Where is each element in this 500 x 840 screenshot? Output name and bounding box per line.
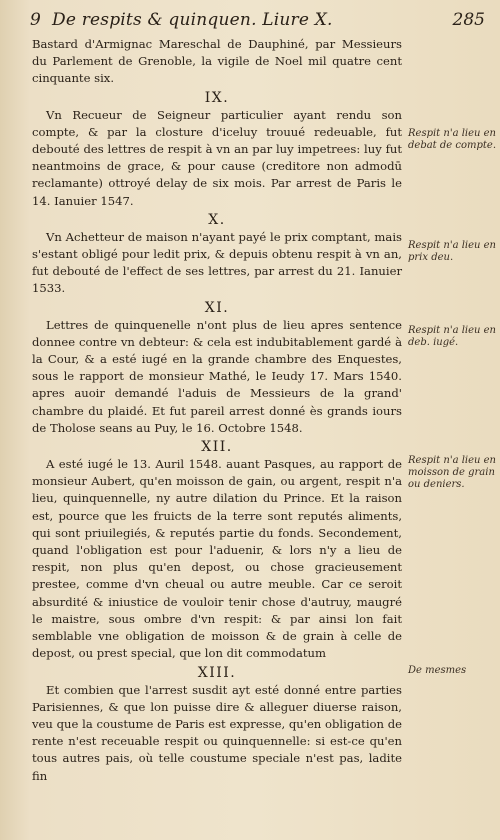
signature-mark: 9 [30, 10, 41, 30]
page-number: 285 [452, 10, 485, 30]
section-text: A esté iugé le 13. Auril 1548. auant Pasques, au rapport de monsieur Aubert, qu'en moisson de gain, ou argent, respit n'a lieu, quinquennelle, ny autre dilation du Prince. Et la raison est, pource que les fruicts de la terre sont reputés aliments, qui sont priuilegiés, & reputés partie du fonds. Secondement, quand l'obligation est pour l'aduenir, & lors n'y a lieu de respit, non plus qu'en depost, ou chose gracieusement prestee, comme d'vn cheual ou autre meuble. Car ce seroit absurdité & iniustice de vouloir tenir chose d'autruy, maugré le maistre, sous ombre d'vn respit: & par ainsi lon fait semblable vne obligation de moisson & de grain à celle de depost, ou prest special, que lon dit commodatum [32, 457, 402, 661]
section-numeral: X. [208, 211, 226, 228]
section-text: Vn Recueur de Seigneur particulier ayant rendu son compte, & par la closture d'iceluy trouué redeuable, fut debouté des lettres de respit à vn an par luy impetrees: luy fut neantmoins de grace, & pour cause (creditore non admodū reclamante) ottroyé delay de six mois. Par arrest de Paris le 14. Ianuier 1547. [32, 107, 402, 208]
section-numeral: IX. [204, 89, 230, 106]
section-numeral: XIII. [197, 664, 237, 681]
margin-note: Respit n'a lieu en deb. iugé. [408, 325, 496, 348]
page-body [32, 36, 402, 785]
margin-note: Respit n'a lieu en moisson de grain ou deniers. [408, 455, 496, 490]
section-text: Et combien que l'arrest susdit ayt esté donné entre parties Parisiennes, & que lon puisse dire & alleguer diuerse raison, veu que la coustume de Paris est expresse, qu'en obligation de rente n'est receuable respit ou quinquennelle: si est-ce qu'en tous autres pais, où telle coustume speciale n'est pas, ladite fin [32, 682, 402, 783]
margin-note: De mesmes [408, 665, 467, 676]
section-numeral: XI. [204, 299, 230, 316]
margin-note: Respit n'a lieu en debat de compte. [408, 128, 496, 151]
section-text: Bastard d'Armignac Mareschal de Dauphiné, par Messieurs du Parlement de Grenoble, la vigile de Noel mil quatre cent cinquante six. [32, 37, 402, 86]
section-text: Vn Achetteur de maison n'ayant payé le prix comptant, mais s'estant obligé pour ledit prix, & depuis obtenu respit à vn an, fut debouté de l'effect de ses lettres, par arrest du 21. Ianuier 1533. [32, 229, 402, 296]
running-title: De respits & quinquen. Liure X. [52, 10, 333, 30]
margin-note: Respit n'a lieu en prix deu. [408, 240, 496, 263]
section-text: Lettres de quinquenelle n'ont plus de lieu apres sentence donnee contre vn debteur: & cela est indubitablement gardé à la Cour, & a esté iugé en la grande chambre des Enquestes, sous le rapport de monsieur Mathé, le Ieudy 17. Mars 1540. apres auoir demandé l'aduis de Messieurs de la grand' chambre du plaidé. Et fut pareil arrest donné ès grands iours de Tholose seans au Puy, le 16. Octobre 1548. [32, 317, 402, 435]
page-header [30, 10, 485, 36]
section-numeral: XII. [201, 439, 233, 456]
